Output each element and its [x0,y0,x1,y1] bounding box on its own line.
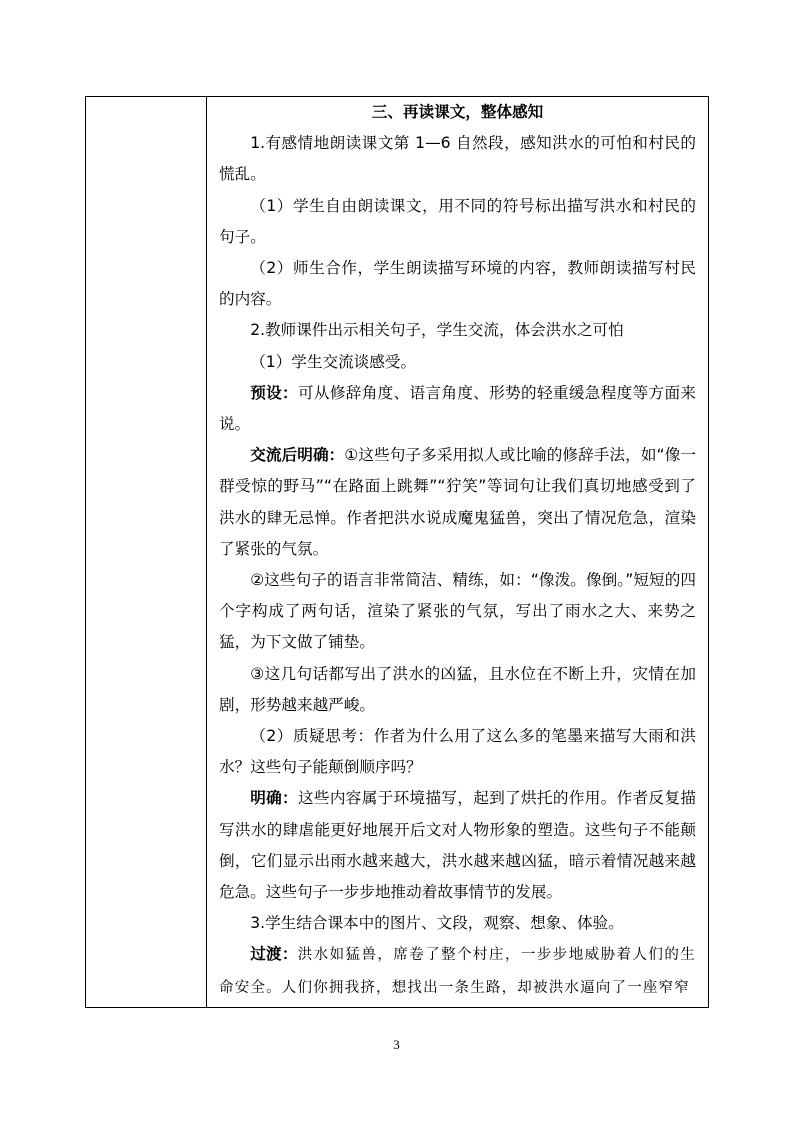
clarify-text: 这些内容属于环境描写，起到了烘托的作用。作者反复描写洪水的肆虐能更好地展开后文对人物形象的塑造。这些句子不能颠倒，它们显示出雨水越来越大，洪水越来越凶猛，暗示着情况越来越危急。这些句子一步步地推动着故事情节的发展。 [219,789,696,902]
table-right-cell [207,97,708,1007]
paragraph-5: （1）学生交流谈感受。 [250,352,417,371]
paragraph-10: （2）质疑思考：作者为什么用了这么多的笔墨来描写大雨和洪水？这些句子能颠倒顺序吗？ [219,727,696,777]
page-number: 3 [393,1037,400,1052]
preset-label: 预设： [250,383,298,402]
paragraph-3: （2）师生合作，学生朗读描写环境的内容，教师朗读描写村民的内容。 [219,259,696,309]
paragraph-7 [219,440,696,565]
paragraph-2: （1）学生自由朗读课文，用不同的符号标出描写洪水和村民的句子。 [219,196,696,246]
paragraph-9: ③这几句话都写出了洪水的凶猛，且水位在不断上升，灾情在加剧，形势越来越严峻。 [219,664,696,714]
lesson-table [85,96,709,1008]
section-heading: 三、再读课文，整体感知 [371,103,544,121]
paragraph-4: 2.教师课件出示相关句子，学生交流，体会洪水之可怕 [250,321,624,340]
clarify-after-discussion-label: 交流后明确： [250,446,345,465]
paragraph-8: ②这些句子的语言非常简洁、精练，如：“像泼。像倒。”短短的四个字构成了两句话，渲染了紧张的气氛，写出了雨水之大、来势之猛，为下文做了铺垫。 [219,571,696,652]
table-left-cell [86,97,207,1007]
clarify-label: 明确： [250,789,298,808]
paragraph-6 [219,378,696,440]
lesson-content [219,97,696,1004]
paragraph-12: 3.学生结合课本中的图片、文段，观察、想象、体验。 [250,914,624,933]
paragraph-13 [219,939,696,1003]
preset-text: 可从修辞角度、语言角度、形势的轻重缓急程度等方面来说。 [219,383,696,434]
paragraph-11 [219,783,696,908]
transition-text: 洪水如猛兽，席卷了整个村庄，一步步地威胁着人们的生命安全。人们你拥我挤，想找出一条生路，却被洪水逼向了一座窄窄 [219,947,696,996]
transition-label: 过渡： [250,945,298,964]
paragraph-1: 1.有感情地朗读课文第 1—6 自然段，感知洪水的可怕和村民的慌乱。 [219,134,696,184]
clarify-after-discussion-text: ①这些句子多采用拟人或比喻的修辞手法，如“像一群受惊的野马”“在路面上跳舞”“狞笑”等词句让我们真切地感受到了洪水的肆无忌惮。作者把洪水说成魔鬼猛兽，突出了情况危急，渲染了紧张的气氛。 [219,446,696,558]
